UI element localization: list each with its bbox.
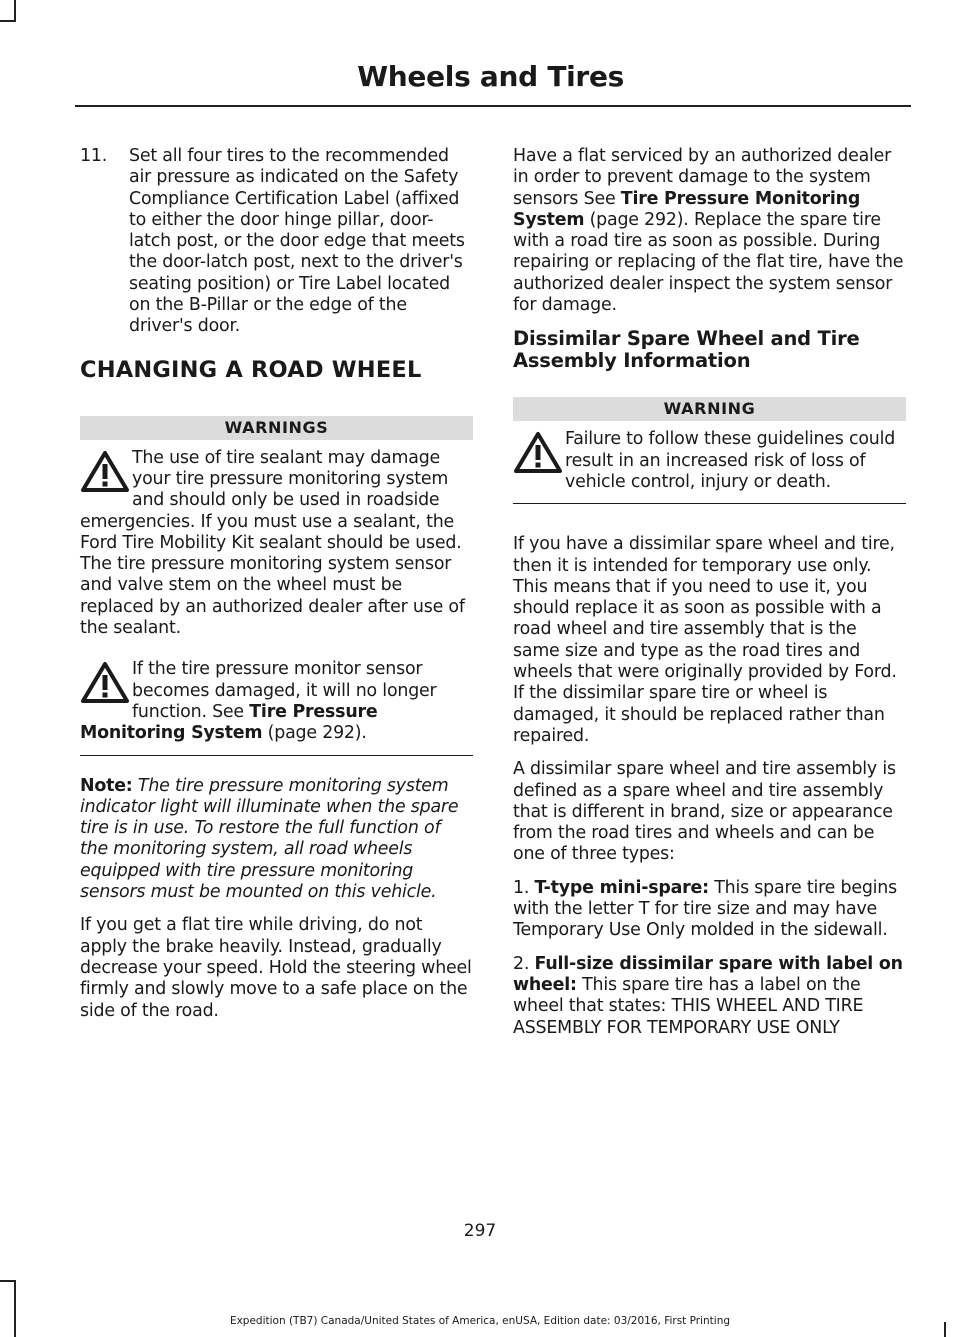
header-divider — [75, 105, 911, 107]
paragraph-text: Have a flat serviced by an authorized dealer in order to prevent damage to the system sensors See — [513, 146, 892, 209]
cross-ref-link[interactable]: Tire Pressure Monitoring System — [513, 188, 861, 230]
paragraph-dissimilar: If you have a dissimilar spare wheel and tire, then it is intended for temporary use only. This means that if you need to use it, you should replace it as soon as possible with a road wheel and tire assembly that is the same size and type as the road tires and wheels that were originally provided by Ford. If the dissimilar spare tire or wheel is damaged, it should be replaced rather than repaired. — [513, 534, 897, 746]
warning-divider — [80, 755, 473, 756]
list-label: Full-size dissimilar spare with label on wheel: — [513, 953, 903, 995]
note — [80, 776, 473, 904]
note-text: The tire pressure monitoring system indicator light will illuminate when the spare tire is in use. To restore the full function of the monitoring system, all road wheels equipped with tire pressure monitoring sensors must be mounted on this vehicle. — [80, 775, 459, 903]
list-text: This spare tire has a label on the wheel that states: THIS WHEEL AND TIRE ASSEMBLY FOR TEMPORARY USE ONLY — [513, 974, 864, 1038]
warning-text — [80, 659, 473, 744]
note-label: Note: — [80, 775, 133, 796]
crop-mark — [0, 1280, 16, 1282]
page-ref: (page 292). — [262, 723, 367, 744]
list-number: 2. — [513, 953, 535, 974]
edition-line: Expedition (TB7) Canada/United States of America, enUSA, Edition date: 03/2016, First Printing — [229, 1315, 731, 1327]
list-item-type1 — [513, 878, 906, 942]
page-title: Wheels and Tires — [357, 60, 624, 93]
list-number: 1. — [513, 877, 535, 898]
crop-mark — [0, 20, 16, 22]
right-column — [513, 146, 906, 1051]
warning-sealant — [80, 448, 473, 640]
paragraph-text: (page 292). Replace the spare tire with a road tire as soon as possible. During repairing or replacing of the flat tire, have the authorized dealer inspect the system sensor for damage. — [513, 209, 904, 316]
step-text: Set all four tires to the recommended air pressure as indicated on the Safety Compliance Certification Label (affixed to either the door hinge pillar, door-latch post, or the door edge that meets the door-latch post, next to the driver's seating position) or Tire Label located on the B-Pillar or the edge of the driver's door. — [129, 146, 465, 337]
step-11 — [80, 146, 473, 338]
warning-text: Failure to follow these guidelines could result in an increased risk of loss of vehicle control, injury or death. — [565, 429, 896, 492]
list-item-type2 — [513, 954, 906, 1039]
left-column — [80, 146, 473, 1034]
cross-ref-link[interactable]: Tire Pressure Monitoring System — [80, 701, 378, 744]
section-heading: Dissimilar Spare Wheel and Tire Assembly Information — [513, 327, 860, 373]
step-number: 11. — [80, 146, 108, 166]
list-label: T-type mini-spare: — [534, 877, 709, 898]
warning-text: The use of tire sealant may damage your tire pressure monitoring system and should only be used in roadside emergencies. If you must use a sealant, the Ford Tire Mobility Kit sealant should be used. The tire pressure monitoring system sensor and valve stem on the wheel must be replaced by an authorized dealer after use of the sealant. — [80, 447, 465, 639]
warning-sensor — [80, 659, 473, 755]
paragraph-defined: A dissimilar spare wheel and tire assembly is defined as a spare wheel and tire assembly that is different in brand, size or appearance from the road tires and wheels and can be one of three types: — [513, 759, 896, 865]
warning-triangle-icon — [80, 661, 130, 705]
section-heading: CHANGING A ROAD WHEEL — [80, 356, 422, 383]
paragraph-service — [513, 146, 906, 316]
paragraph-flat-tire: If you get a flat tire while driving, do not apply the brake heavily. Instead, gradually decrease your speed. Hold the steering wheel firmly and slowly move to a safe place on the side of the road. — [80, 915, 472, 1021]
warning-triangle-icon — [513, 431, 563, 475]
crop-mark — [14, 0, 16, 22]
warning-divider — [513, 503, 906, 504]
warning-banner: WARNING — [513, 397, 906, 421]
list-text: This spare tire begins with the letter T for tire size and may have Temporary Use Only molded in the sidewall. — [513, 877, 897, 941]
warnings-banner: WARNINGS — [80, 416, 473, 440]
page-number: 297 — [463, 1221, 497, 1241]
crop-mark — [14, 1280, 16, 1337]
warning-triangle-icon — [80, 450, 130, 494]
warning-control — [513, 429, 906, 504]
warning-body: If the tire pressure monitor sensor becomes damaged, it will no longer function. See — [132, 659, 437, 722]
